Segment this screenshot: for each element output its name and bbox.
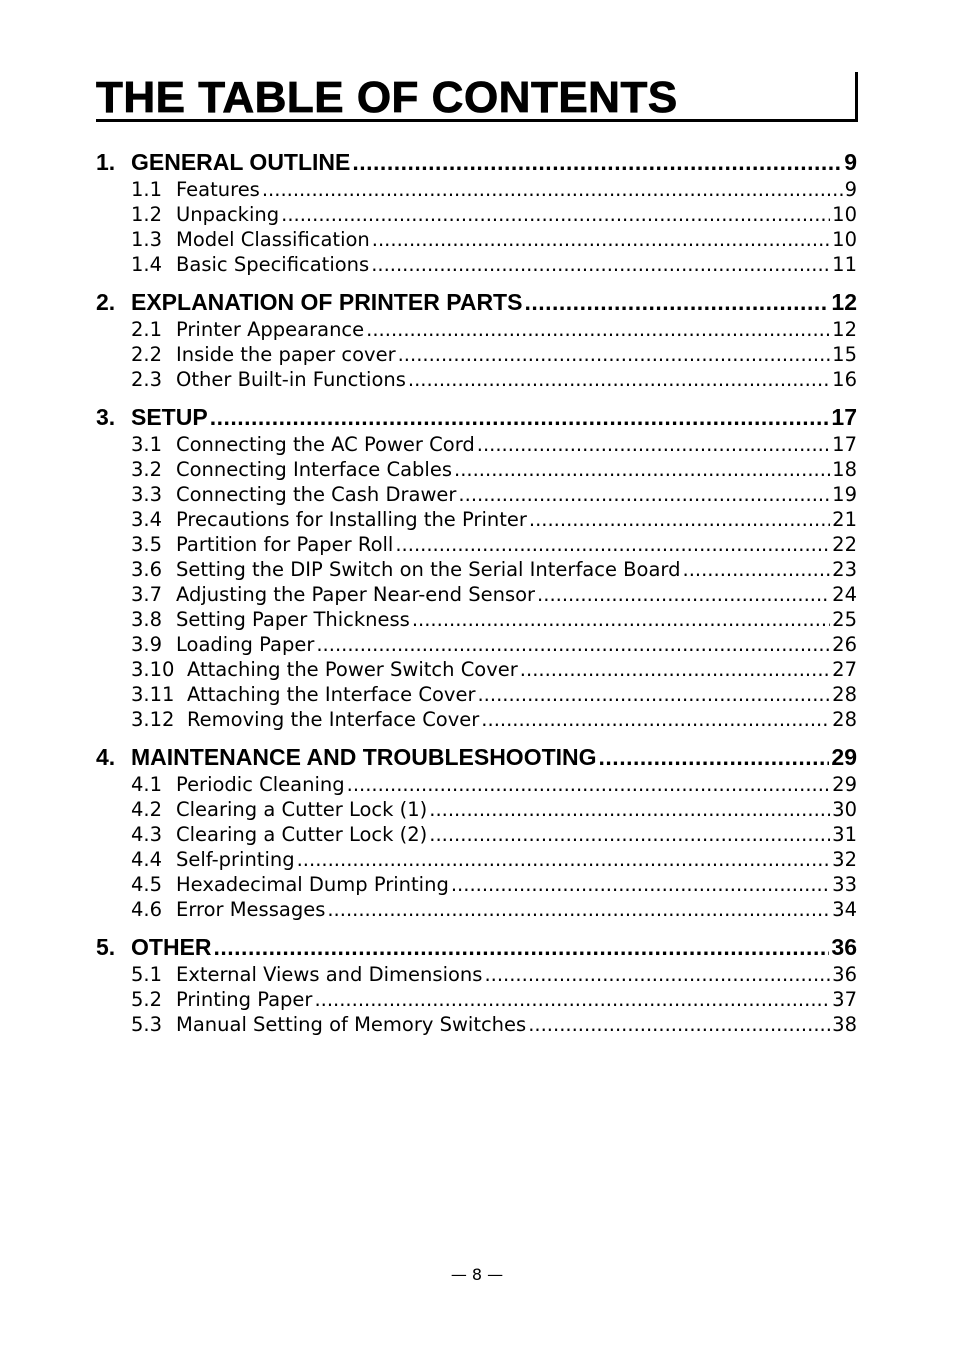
- dot-leader: [210, 402, 830, 432]
- subsection-title: Basic Specifications: [176, 253, 370, 276]
- toc-subsection-entry[interactable]: [96, 797, 857, 822]
- chapter-number: 3.: [96, 404, 116, 430]
- subsection-title: Connecting Interface Cables: [176, 458, 452, 481]
- toc-section: [96, 402, 857, 732]
- toc-subsection-entry[interactable]: [96, 847, 857, 872]
- dot-leader: [371, 252, 830, 277]
- dot-leader: [537, 582, 830, 607]
- chapter-number: 1.: [96, 149, 116, 175]
- dot-leader: [408, 367, 830, 392]
- subsection-number: 5.1: [131, 963, 163, 986]
- subsection-page-number: 30: [832, 798, 857, 821]
- subsection-number: 3.12: [131, 708, 175, 731]
- toc-subsection-entry[interactable]: [96, 897, 857, 922]
- subsection-title: Inside the paper cover: [176, 343, 396, 366]
- dot-leader: [477, 682, 830, 707]
- chapter-number: 4.: [96, 744, 116, 770]
- subsection-number: 3.10: [131, 658, 175, 681]
- subsection-title: Setting the DIP Switch on the Serial Interface Board: [176, 558, 681, 581]
- subsection-page-number: 34: [832, 898, 857, 921]
- subsection-page-number: 23: [832, 558, 857, 581]
- subsection-page-number: 31: [832, 823, 857, 846]
- subsection-page-number: 16: [832, 368, 857, 391]
- toc-subsection-entry[interactable]: [96, 987, 857, 1012]
- subsection-number: 4.6: [131, 898, 163, 921]
- subsection-number: 2.3: [131, 368, 163, 391]
- toc-subsection-entry[interactable]: [96, 202, 857, 227]
- subsection-number: 3.1: [131, 433, 163, 456]
- subsection-page-number: 10: [832, 228, 857, 251]
- toc-subsection-entry[interactable]: [96, 582, 857, 607]
- subsection-page-number: 37: [832, 988, 857, 1011]
- chapter-page-number: 9: [844, 149, 857, 175]
- chapter-title: SETUP: [131, 404, 208, 430]
- dot-leader: [262, 177, 843, 202]
- toc-section: [96, 742, 857, 922]
- chapter-title: GENERAL OUTLINE: [131, 149, 351, 175]
- toc-subsection-entry[interactable]: [96, 432, 857, 457]
- subsection-title: Hexadecimal Dump Printing: [176, 873, 449, 896]
- subsection-number: 4.5: [131, 873, 163, 896]
- subsection-number: 3.5: [131, 533, 163, 556]
- subsection-title: Manual Setting of Memory Switches: [176, 1013, 527, 1036]
- subsection-page-number: 9: [844, 178, 857, 201]
- page-title-box: [96, 72, 858, 122]
- dot-leader: [683, 557, 831, 582]
- chapter-page-number: 12: [831, 289, 857, 315]
- toc-subsection-entry[interactable]: [96, 342, 857, 367]
- subsection-number: 3.8: [131, 608, 163, 631]
- dot-leader: [398, 342, 831, 367]
- dot-leader: [281, 202, 830, 227]
- subsection-title: Periodic Cleaning: [176, 773, 345, 796]
- dot-leader: [314, 987, 830, 1012]
- toc-subsection-entry[interactable]: [96, 252, 857, 277]
- subsection-page-number: 15: [832, 343, 857, 366]
- subsection-page-number: 33: [832, 873, 857, 896]
- subsection-page-number: 26: [832, 633, 857, 656]
- dot-leader: [477, 432, 830, 457]
- dot-leader: [429, 797, 830, 822]
- subsection-page-number: 24: [832, 583, 857, 606]
- dot-leader: [366, 317, 830, 342]
- subsection-number: 1.1: [131, 178, 163, 201]
- toc-subsection-entry[interactable]: [96, 962, 857, 987]
- subsection-title: Attaching the Interface Cover: [187, 683, 476, 706]
- subsection-title: Attaching the Power Switch Cover: [187, 658, 518, 681]
- subsection-page-number: 11: [832, 253, 857, 276]
- subsection-page-number: 18: [832, 458, 857, 481]
- subsection-title: Self-printing: [176, 848, 295, 871]
- toc-section: [96, 147, 857, 277]
- dot-leader: [451, 872, 830, 897]
- subsection-number: 3.7: [131, 583, 163, 606]
- toc-subsection-entry[interactable]: [96, 557, 857, 582]
- subsection-title: Adjusting the Paper Near-end Sensor: [176, 583, 536, 606]
- chapter-number: 5.: [96, 934, 116, 960]
- toc-subsection-entry[interactable]: [96, 657, 857, 682]
- subsection-title: External Views and Dimensions: [176, 963, 483, 986]
- dot-leader: [372, 227, 830, 252]
- dot-leader: [520, 657, 830, 682]
- subsection-title: Error Messages: [176, 898, 326, 921]
- subsection-page-number: 38: [832, 1013, 857, 1036]
- subsection-number: 5.2: [131, 988, 163, 1011]
- subsection-page-number: 19: [832, 483, 857, 506]
- subsection-number: 3.9: [131, 633, 163, 656]
- dot-leader: [347, 772, 831, 797]
- dot-leader: [352, 147, 842, 177]
- subsection-number: 4.1: [131, 773, 163, 796]
- chapter-title: MAINTENANCE AND TROUBLESHOOTING: [131, 744, 597, 770]
- dot-leader: [599, 742, 830, 772]
- toc-subsection-entry[interactable]: [96, 507, 857, 532]
- subsection-number: 3.11: [131, 683, 175, 706]
- subsection-number: 1.2: [131, 203, 163, 226]
- subsection-page-number: 32: [832, 848, 857, 871]
- dot-leader: [529, 507, 830, 532]
- dot-leader: [395, 532, 830, 557]
- subsection-page-number: 28: [832, 683, 857, 706]
- subsection-title: Clearing a Cutter Lock (2): [176, 823, 428, 846]
- subsection-title: Clearing a Cutter Lock (1): [176, 798, 428, 821]
- subsection-number: 1.3: [131, 228, 163, 251]
- subsection-title: Unpacking: [176, 203, 280, 226]
- toc-subsection-entry[interactable]: [96, 227, 857, 252]
- dot-leader: [528, 1012, 830, 1037]
- dot-leader: [316, 632, 830, 657]
- chapter-page-number: 29: [831, 744, 857, 770]
- chapter-page-number: 36: [831, 934, 857, 960]
- toc-chapter-entry[interactable]: [96, 932, 857, 962]
- toc-subsection-entry[interactable]: [96, 532, 857, 557]
- chapter-title: OTHER: [131, 934, 212, 960]
- subsection-title: Partition for Paper Roll: [176, 533, 394, 556]
- chapter-title: EXPLANATION OF PRINTER PARTS: [131, 289, 523, 315]
- subsection-page-number: 28: [832, 708, 857, 731]
- subsection-number: 4.3: [131, 823, 163, 846]
- chapter-page-number: 17: [831, 404, 857, 430]
- subsection-title: Removing the Interface Cover: [187, 708, 480, 731]
- toc-chapter-entry[interactable]: [96, 287, 857, 317]
- dot-leader: [458, 482, 830, 507]
- dot-leader: [412, 607, 830, 632]
- toc-subsection-entry[interactable]: [96, 772, 857, 797]
- toc-subsection-entry[interactable]: [96, 482, 857, 507]
- dot-leader: [454, 457, 830, 482]
- subsection-number: 2.1: [131, 318, 163, 341]
- subsection-title: Loading Paper: [176, 633, 315, 656]
- dot-leader: [524, 287, 829, 317]
- page-number-footer: — 8 —: [450, 1265, 504, 1284]
- page-title: THE TABLE OF CONTENTS: [96, 73, 678, 122]
- subsection-title: Printing Paper: [176, 988, 313, 1011]
- dot-leader: [327, 897, 830, 922]
- subsection-page-number: 25: [832, 608, 857, 631]
- toc-chapter-entry[interactable]: [96, 742, 857, 772]
- subsection-number: 2.2: [131, 343, 163, 366]
- toc-subsection-entry[interactable]: [96, 607, 857, 632]
- toc-subsection-entry[interactable]: [96, 1012, 857, 1037]
- subsection-title: Model Classification: [176, 228, 370, 251]
- subsection-page-number: 27: [832, 658, 857, 681]
- subsection-page-number: 22: [832, 533, 857, 556]
- subsection-page-number: 10: [832, 203, 857, 226]
- subsection-title: Connecting the Cash Drawer: [176, 483, 457, 506]
- table-of-contents: [96, 147, 857, 1047]
- dot-leader: [484, 962, 830, 987]
- dot-leader: [297, 847, 831, 872]
- subsection-number: 3.6: [131, 558, 163, 581]
- subsection-number: 5.3: [131, 1013, 163, 1036]
- toc-subsection-entry[interactable]: [96, 822, 857, 847]
- toc-chapter-entry[interactable]: [96, 147, 857, 177]
- subsection-page-number: 17: [832, 433, 857, 456]
- subsection-number: 4.4: [131, 848, 163, 871]
- toc-subsection-entry[interactable]: [96, 367, 857, 392]
- toc-subsection-entry[interactable]: [96, 872, 857, 897]
- toc-chapter-entry[interactable]: [96, 402, 857, 432]
- dot-leader: [214, 932, 830, 962]
- toc-subsection-entry[interactable]: [96, 707, 857, 732]
- toc-section: [96, 287, 857, 392]
- chapter-number: 2.: [96, 289, 116, 315]
- subsection-page-number: 36: [832, 963, 857, 986]
- toc-subsection-entry[interactable]: [96, 317, 857, 342]
- toc-subsection-entry[interactable]: [96, 177, 857, 202]
- subsection-number: 1.4: [131, 253, 163, 276]
- subsection-number: 3.4: [131, 508, 163, 531]
- subsection-title: Connecting the AC Power Cord: [176, 433, 475, 456]
- subsection-title: Features: [176, 178, 260, 201]
- subsection-number: 3.2: [131, 458, 163, 481]
- subsection-page-number: 29: [832, 773, 857, 796]
- toc-subsection-entry[interactable]: [96, 682, 857, 707]
- subsection-number: 3.3: [131, 483, 163, 506]
- subsection-number: 4.2: [131, 798, 163, 821]
- dot-leader: [481, 707, 830, 732]
- subsection-title: Precautions for Installing the Printer: [176, 508, 527, 531]
- toc-subsection-entry[interactable]: [96, 632, 857, 657]
- toc-section: [96, 932, 857, 1037]
- subsection-page-number: 21: [832, 508, 857, 531]
- subsection-page-number: 12: [832, 318, 857, 341]
- toc-subsection-entry[interactable]: [96, 457, 857, 482]
- subsection-title: Setting Paper Thickness: [176, 608, 410, 631]
- subsection-title: Other Built-in Functions: [176, 368, 406, 391]
- dot-leader: [429, 822, 830, 847]
- subsection-title: Printer Appearance: [176, 318, 365, 341]
